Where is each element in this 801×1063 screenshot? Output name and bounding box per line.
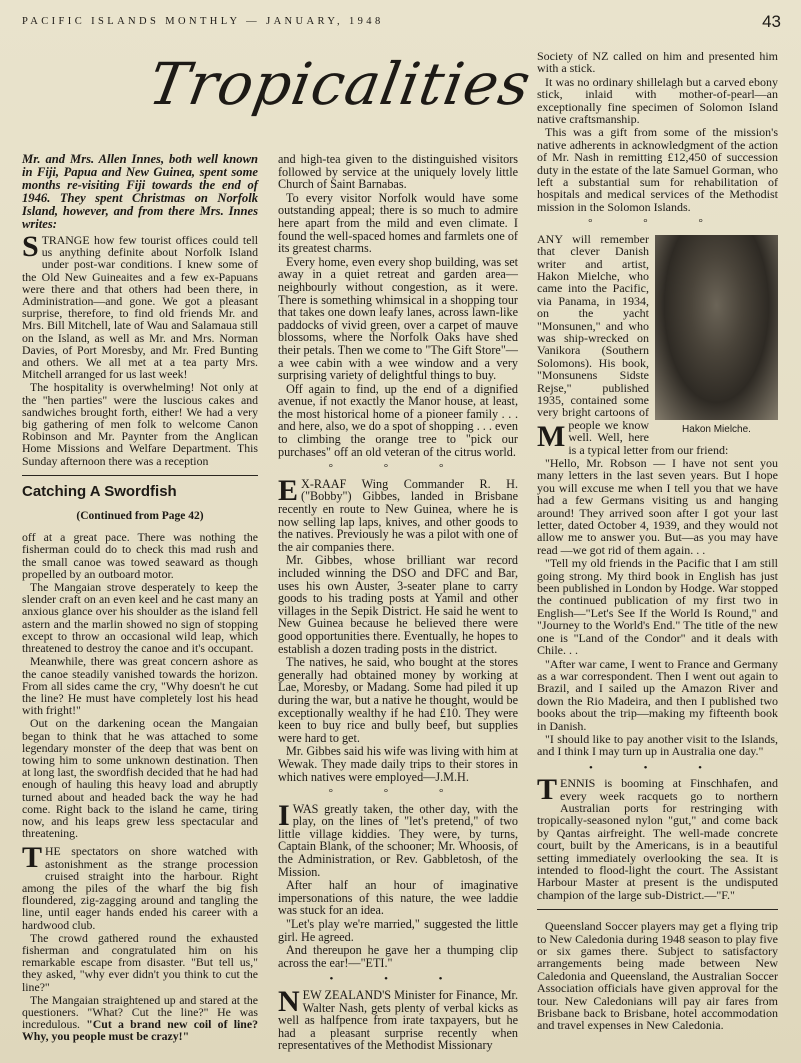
article-paragraph: STRANGE how few tourist offices could tell us anything definite about Norfolk Island under post-war conditions. I knew some of the Old New Guineaites and a few ex-Papuans were there and that others had been there, in Administration—and gone. We got a pleasant surprise, therefore, to find old friends Mr. and Mrs. Bill Mitchell, late of Wau and Salamaua still on the Island, as well as Mr. and Mrs. Norman Davies, of Port Moresby, and Mr. Fred Bunting and others. We all met at a tea party Mrs. Mitchell arranged for us last week! <box>22 230 258 382</box>
drop-cap: S <box>22 230 39 263</box>
article-paragraph: "I should like to pay another visit to the Islands, and I think I may turn up in Australia one day." <box>537 731 778 759</box>
article-paragraph: Off again to find, up the end of a dignified avenue, if not exactly the Manor house, at least, the most historical home of a pioneer family . . . and here, also, we do a spot of shopping . . . even to climbing the orange tree to "pick our purchases" off an old veteran of the citrus world. <box>278 381 518 459</box>
drop-cap: N <box>278 985 300 1018</box>
article-paragraph: Meanwhile, there was great concern ashore as the canoe steadily vanished towards the horizon. From all sides came the cry, "Why doesn't he cut the line? He must have completely lost his head with fright!" <box>22 654 258 718</box>
article-paragraph: Queensland Soccer players may get a flying trip to New Caledonia during 1948 season to play five or six games there. Subject to satisfactory arrangements being made between New Caledonia and Queensland, the Australian Soccer Association officials have given approval for the tour. New Caledonians will pay air fares from Brisbane back to Brisbane, hotel accommodation and travel expenses in New Caledonia. <box>537 919 778 1033</box>
article-paragraph: The hospitality is overwhelming! Not only at the "hen parties" were the luscious cakes and sandwiches brought forth, either! We had a very big gathering of men folk to welcome Canon Robinson and Mr. Paynter from the Anglican Home Missions and Welfare Department. This Sunday afternoon there was a reception <box>22 380 258 468</box>
section-heading: Catching A Swordfish <box>22 482 177 500</box>
article-paragraph: TENNIS is booming at Finschhafen, and every week racquets go to northern Australian ports for restringing with tropically-seasoned nylon "gut," and come back by Qantas airfreight. The well-made concrete court, built by the Americans, is in a beautiful setting immediately overlooking the sea. It is intended to flood-light the court. The Assistant Harbour Master at present is the undisputed champion of the large sub-District.—"F." <box>537 773 778 902</box>
article-paragraph: IWAS greatly taken, the other day, with the play, on the lines of "let's pretend," of two little village kiddies. They were, by turns, Captain Blank, of the schooner; Mr. Whoosis, of the Administration, or Rev. Gabbletosh, of the Mission. <box>278 798 518 879</box>
running-header: PACIFIC ISLANDS MONTHLY — JANUARY, 1948 <box>22 16 384 27</box>
column-3 <box>537 50 778 1055</box>
article-paragraph: Mr. Gibbes said his wife was living with him at Wewak. They made daily trips to their stores in which natives were employed—J.M.H. <box>278 744 518 784</box>
article-paragraph: Society of NZ called on him and presented him with a stick. <box>537 49 778 76</box>
article-paragraph: The Mangaian strove desperately to keep the slender craft on an even keel and he cast many an anxious glance over his shoulder as the island fell astern and the marlin showed no sign of stopping except to throw an occasional wild leap, which threatened to destroy the canoe and it's occupant. <box>22 580 258 656</box>
article-paragraph: M ANY will remember that clever Danish writer and artist, Hakon Mielche, who came into the Pacific, via Panama, in 1934, on the yacht "Monsunen," and who was ship-wrecked on Vanikora (Southern Solomons). His book, "Monsunens Sidste Rejse," published 1935, contained some very bright cartoons of people we know well. Well, here is a typical letter from our friend: <box>537 231 729 457</box>
article-paragraph: The Mangaian straightened up and stared at the questioners. "What? Cut the line?" He was incredulous. "Cut a brand new coil of line? Why, you people must be crazy!" <box>22 992 258 1044</box>
page-number: 43 <box>762 12 781 31</box>
separator-dots: ° ° ° <box>328 462 468 475</box>
page-title: Tropicalities <box>144 50 537 118</box>
article-paragraph: and high-tea given to the distinguished visitors followed by service at the uniquely lovely little Church of Saint Barnabas. <box>278 152 518 192</box>
drop-cap: I <box>278 798 290 832</box>
article-paragraph: Out on the darkening ocean the Mangaian began to think that he was attached to some legendary monster of the deep that was bent on towing him to some unknown destination. Then at long last, the swordfish decided that he had had enough of hauling this heavy load and abruptly turned about and headed back the way he had come. Right back to the island he came, tiring now, and his leaps grew less spectacular and threatening. <box>22 716 258 841</box>
continued-note: (Continued from Page 42) <box>76 510 204 523</box>
separator-dots: • • • <box>588 761 727 774</box>
article-paragraph: "Let's play we're married," suggested the little girl. He agreed. <box>278 917 518 944</box>
article-paragraph: To every visitor Norfolk would have some outstanding appeal; there is so much to admire here apart from the mild and even climate. I found the well-spaced homes and farmlets one of its greatest charms. <box>278 190 518 256</box>
article-paragraph: It was no ordinary shillelagh but a carved ebony stick, inlaid with mother-of-pearl—an exceptionally fine specimen of Solomon Island native craftsmanship. <box>537 74 778 127</box>
article-paragraph: This was a gift from some of the mission's native adherents in acknowledgment of the action of Mr. Nash in remitting £12,450 of succession duty in the estate of the late Samuel Gorman, who left a substantial sum for rehabilitation of hospitals and medical services of the Methodist mission in the Solomon Islands. <box>537 125 778 214</box>
drop-cap: E <box>278 473 299 507</box>
article-paragraph: And thereupon he gave her a thumping clip across the ear!—"ETI." <box>278 943 518 970</box>
punchline: "Cut a brand new coil of line? Why, you people must be crazy!" <box>22 1017 258 1044</box>
article-paragraph: THE spectators on shore watched with astonishment as the strange procession cruised straight into the harbour. Right among the piles of the wharf the big fish floundered, zig-zagging around and tangling the line, until eager hands ended his career with a hardwood club. <box>22 841 258 932</box>
photo-caption: Hakon Mielche. <box>682 423 751 435</box>
drop-cap: T <box>22 841 43 875</box>
separator-dots: • • • <box>329 973 467 986</box>
column-1 <box>22 153 258 1055</box>
portrait-photo <box>655 235 778 420</box>
section-divider <box>537 909 778 910</box>
article-paragraph: "Hello, Mr. Robson — I have not sent you many letters in the last seven years. But I hope you will excuse me when I tell you that we have had a few Germans visiting us and hanging around! They arrived soon after I got your last letter, dated October 4, 1939, and they would not allow me to answer you. But—as you may have read —we got rid of them again. . . <box>537 456 778 557</box>
article-paragraph: The natives, he said, who bought at the stores generally had obtained money by working at Lae, Moresby, or Madang. Some had piled it up during the war, but a native he thought, would be exceptionally wealthy if he had £10. They were keen to buy rice and bully beef, but supplies were hard to get. <box>278 655 518 745</box>
column-2 <box>278 153 518 1055</box>
article-paragraph: After half an hour of imaginative impersonations of this nature, the wee laddie was stuck for an idea. <box>278 878 518 918</box>
section-divider <box>22 475 258 476</box>
separator-dots: ° ° ° <box>328 787 468 800</box>
article-paragraph: E X-RAAF Wing Commander R. H. ("Bobby") Gibbes, landed in Brisbane recently en route to New Guinea, where he is now selling lap laps, knives, and other goods to the natives. Previously he was a pilot with one of the air companies there. <box>278 473 518 554</box>
drop-cap: T <box>537 773 558 807</box>
separator-dots: ° ° ° <box>588 217 727 230</box>
article-paragraph: off at a great pace. There was nothing the fisherman could do to check this mad rush and the small canoe was towed seaward as though propelled by an outboard motor. <box>22 530 258 581</box>
article-paragraph: The crowd gathered round the exhausted fisherman and congratulated him on his remarkable escape from disaster. "But tell us," they asked, "why ever didn't you think to cut the line?" <box>22 930 258 994</box>
article-paragraph: Mr. Gibbes, whose brilliant war record included winning the DSO and DFC and Bar, uses his own Auster, 3-seater plane to carry goods to his trading posts at Yamil and other villages in the Sepik District. He said he went to New Guinea because he believed there were good opportunities there. Eventually, he hopes to establish a dozen trading posts in the district. <box>278 553 518 656</box>
drop-cap: M <box>537 419 566 453</box>
article-paragraph: "After war came, I went to France and Germany as a war correspondent. Then I went out again to Brazil, and I sailed up the Amazon River and down the Rio Madeira, and then I published two books about the trip—making my fifteenth book in Danish. <box>537 656 778 733</box>
article-paragraph: Every home, even every shop building, was set away in a quiet retreat and garden area—neighbourly without congestion, as it were. There is something whimsical in a shopping tour that takes one down leafy lanes, across lawn-like paddocks of vivid green, over a carpet of mauve blossoms, where the Norfolk Oaks have shed their petals. Then we come to "The Gift Store"—a wee cabin with a wee window and a very surprising variety of delightful things to buy. <box>278 254 518 383</box>
intro-paragraph: Mr. and Mrs. Allen Innes, both well known in Fiji, Papua and New Guinea, spent some months re-visiting Fiji towards the end of 1946. They spent Christmas on Norfolk Island, however, and from there Mrs. Innes writes: <box>22 152 258 231</box>
article-paragraph: "Tell my old friends in the Pacific that I am still going strong. My third book in English has just been published in London by Hodge. War stopped the continued publication of my first two in English—"Let's See If the World Is Round," and "Journey to the World's End." The title of the new one is "Land of the Condor" and it deals with Chile. . . <box>537 556 778 658</box>
article-paragraph: NEW ZEALAND'S Minister for Finance, Mr. Walter Nash, gets plenty of verbal kicks as well as halfpence from irate taxpayers, but he had a pleasant surprise recently when representatives of the Methodist Missionary <box>278 985 518 1053</box>
